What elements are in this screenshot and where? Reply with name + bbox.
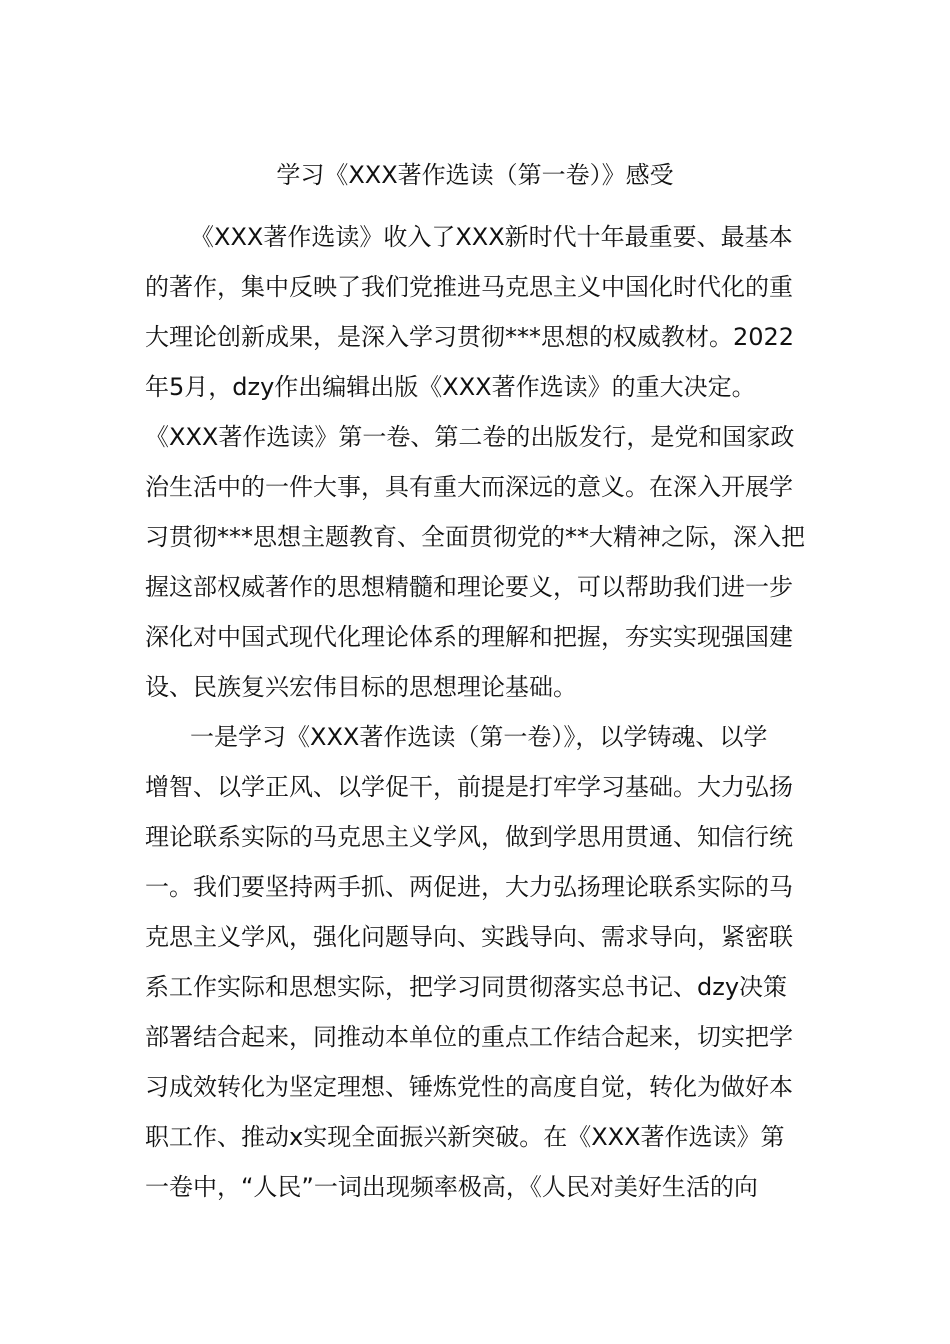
paragraph-2-line-3: 理论联系实际的马克思主义学风，做到学思用贯通、知信行统 — [145, 823, 793, 851]
paragraph-1-line-10: 设、民族复兴宏伟目标的思想理论基础。 — [145, 673, 577, 701]
paragraph-1-line-4: 年5月，dzy作出编辑出版《XXX著作选读》的重大决定。 — [145, 373, 756, 401]
paragraph-1-line-3: 大理论创新成果，是深入学习贯彻***思想的权威教材。2022 — [145, 323, 795, 351]
paragraph-1-line-9: 深化对中国式现代化理论体系的理解和把握，夯实实现强国建 — [145, 623, 793, 651]
document-title: 学习《XXX著作选读（第一卷）》感受 — [276, 161, 674, 189]
paragraph-1-line-6: 治生活中的一件大事，具有重大而深远的意义。在深入开展学 — [145, 473, 793, 501]
paragraph-2-line-6: 系工作实际和思想实际，把学习同贯彻落实总书记、dzy决策 — [145, 973, 788, 1001]
paragraph-1-line-2: 的著作，集中反映了我们党推进马克思主义中国化时代化的重 — [145, 273, 793, 301]
paragraph-1-line-8: 握这部权威著作的思想精髓和理论要义，可以帮助我们进一步 — [145, 573, 793, 601]
paragraph-2-line-7: 部署结合起来，同推动本单位的重点工作结合起来，切实把学 — [145, 1023, 793, 1051]
paragraph-2-line-10: 一卷中，“人民”一词出现频率极高，《人民对美好生活的向 — [145, 1173, 758, 1201]
paragraph-1-line-7: 习贯彻***思想主题教育、全面贯彻党的**大精神之际，深入把 — [145, 523, 805, 551]
paragraph-1-line-1: 《XXX著作选读》收入了XXX新时代十年最重要、最基本 — [190, 223, 793, 251]
paragraph-2-line-9: 职工作、推动x实现全面振兴新突破。在《XXX著作选读》第 — [145, 1123, 785, 1151]
paragraph-2-line-5: 克思主义学风，强化问题导向、实践导向、需求导向，紧密联 — [145, 923, 793, 951]
paragraph-1-line-5: 《XXX著作选读》第一卷、第二卷的出版发行，是党和国家政 — [145, 423, 795, 451]
paragraph-2-line-4: 一。我们要坚持两手抓、两促进，大力弘扬理论联系实际的马 — [145, 873, 793, 901]
paragraph-2-line-8: 习成效转化为坚定理想、锤炼党性的高度自觉，转化为做好本 — [145, 1073, 793, 1101]
paragraph-2-line-1: 一是学习《XXX著作选读（第一卷）》，以学铸魂、以学 — [190, 723, 768, 751]
paragraph-2-line-2: 增智、以学正风、以学促干，前提是打牢学习基础。大力弘扬 — [145, 773, 793, 801]
